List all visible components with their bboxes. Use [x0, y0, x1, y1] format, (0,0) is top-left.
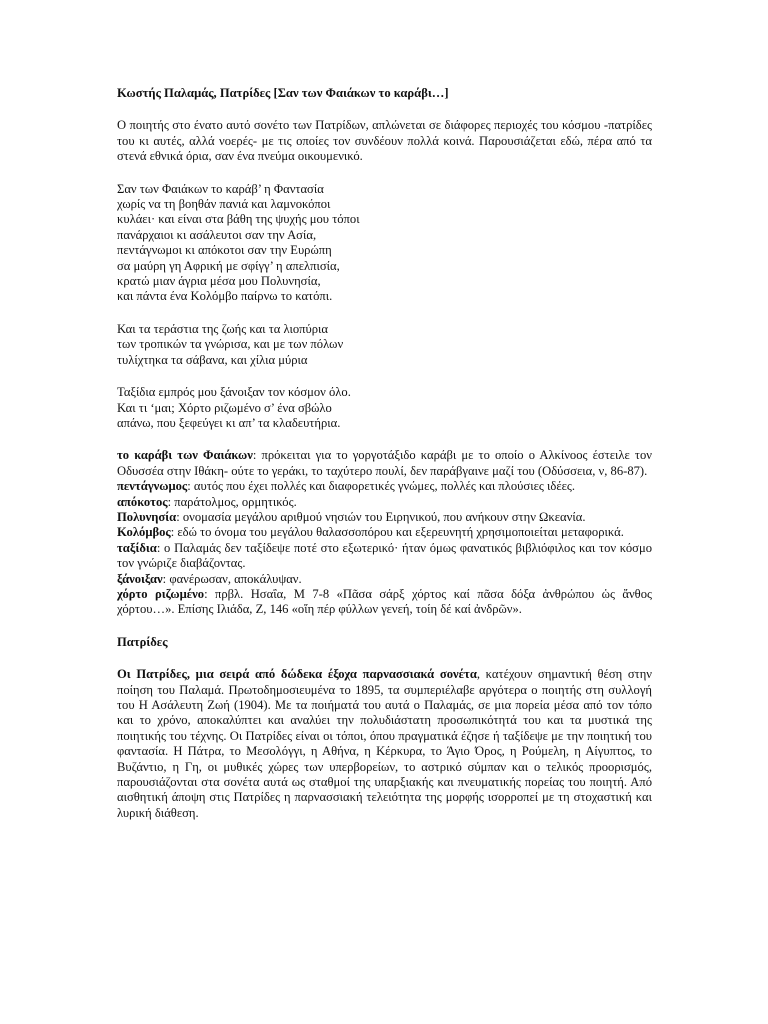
poem-stanza-3 [117, 385, 652, 431]
glossary-term: ξάνοιξαν [117, 571, 163, 586]
poem-stanza-2 [117, 322, 652, 368]
document-title: Κωστής Παλαμάς, Πατρίδες [Σαν των Φαιάκων το καράβι…] [117, 86, 449, 100]
poem-line: χωρίς να τη βοηθάν πανιά και λαμνοκόποι [117, 197, 331, 212]
poem-line: πεντάγνωμοι κι απόκοτοι σαν την Ευρώπη [117, 243, 332, 258]
poem-line: σα μαύρη γη Αφρική με σφίγγ’ η απελπισία, [117, 258, 340, 273]
document-page [117, 86, 652, 821]
glossary-entry [117, 448, 652, 479]
poem-line: κρατώ μιαν άγρια μέσα μου Πολυνησία, [117, 274, 321, 289]
glossary-term: Κολόμβος [117, 525, 171, 540]
poem-line: απάνω, που ξεφεύγει κι απ’ τα κλαδευτήρια. [117, 415, 341, 430]
glossary-definition: : ο Παλαμάς δεν ταξίδεψε ποτέ στο εξωτερικό· ήταν όμως φανατικός βιβλιόφιλος και τον κόσμο τον γνώριζε διαβάζοντας. [117, 540, 652, 571]
glossary-entry [117, 587, 652, 618]
glossary-term: Πολυνησία [117, 509, 177, 524]
glossary-term: πεντάγνωμος [117, 479, 188, 494]
glossary-entry [117, 572, 652, 587]
glossary-definition: : εδώ το όνομα του μεγάλου θαλασσοπόρου και εξερευνητή χρησιμοποιείται μεταφορικά. [170, 525, 624, 540]
poem-line: τυλίχτηκα τα σάβανα, και χίλια μύρια [117, 352, 308, 367]
glossary-definition: : πρβλ. Ησαΐα, Μ 7-8 «Πᾶσα σάρξ χόρτος καί πᾶσα δόξα ἀνθρώπου ὡς ἄνθος χόρτου…». Επίσης Ιλιάδα, Ζ, 146 «οἵη πέρ φύλλων γενεή, τοίη δέ καί ἀνδρῶν». [117, 586, 652, 617]
section-lead: Οι Πατρίδες, μια σειρά από δώδεκα έξοχα παρνασσιακά σονέτα [117, 667, 477, 682]
glossary [117, 448, 652, 617]
glossary-term: το καράβι των Φαιάκων [117, 448, 253, 463]
poem-line: και πάντα ένα Κολόμβο παίρνω το κατόπι. [117, 289, 333, 304]
section-paragraph [117, 667, 652, 821]
poem-line: Σαν των Φαιάκων το καράβ’ η Φαντασία [117, 181, 324, 196]
poem-line: Και τα τεράστια της ζωής και τα λιοπύρια [117, 321, 329, 336]
glossary-term: απόκοτος [117, 494, 168, 509]
poem-stanza-1 [117, 182, 652, 305]
glossary-entry [117, 541, 652, 572]
glossary-term: ταξίδια [117, 540, 157, 555]
intro-paragraph: Ο ποιητής στο ένατο αυτό σονέτο των Πατρίδων, απλώνεται σε διάφορες περιοχές του κόσμου -πατρίδες του κι αυτές, αλλά νοερές- με τις οποίες τον συνδέουν πολλά κοινά. Παρουσιάζεται εδώ, πέρα από τα στενά εθνικά όρια, σαν ένα πνεύμα οικουμενικό. [117, 118, 652, 164]
glossary-entry [117, 495, 652, 510]
glossary-entry [117, 510, 652, 525]
poem-line: πανάρχαιοι κι ασάλευτοι σαν την Ασία, [117, 227, 317, 242]
section-heading: Πατρίδες [117, 634, 168, 649]
glossary-entry [117, 479, 652, 494]
glossary-definition: : πρόκειται για το γοργοτάξιδο καράβι με το οποίο ο Αλκίνοος έστειλε τον Οδυσσέα στην Ιθάκη- ούτε το γεράκι, το ταχύτερο πουλί, δεν παράβγαινε μαζί του (Οδύσσεια, ν, 86-87). [117, 448, 652, 478]
glossary-definition: : αυτός που έχει πολλές και διαφορετικές γνώμες, πολλές και πλούσιες ιδέες. [187, 479, 576, 494]
glossary-definition: : παράτολμος, ορμητικός. [167, 494, 297, 509]
glossary-definition: : φανέρωσαν, αποκάλυψαν. [162, 571, 302, 586]
poem-line: Και τι ‘μαι; Χόρτο ριζωμένο σ’ ένα σβώλο [117, 400, 332, 415]
section-body: , κατέχουν σημαντική θέση στην ποίηση του Παλαμά. Πρωτοδημοσιευμένα το 1895, τα συμπεριέλαβε αργότερα ο ποιητής στη συλλογή του Η Ασάλευτη Ζωή (1904). Με τα ποιήματά του αυτά ο Παλαμάς, σε μια πορεία μέσα από τον τόπο και το χρόνο, αποκαλύπτει και αναλύει την πολυδιάστατη προσωπικότητά του και τα μυστικά της ποιητικής του τέχνης. Οι Πατρίδες είναι οι τόποι, όπου πραγματικά έζησε ή ταξίδεψε με την ποιητική του φαντασία. Η Πάτρα, το Μεσολόγγι, η Αθήνα, η Κέρκυρα, το Άγιο Όρος, η Ρούμελη, η Αίγυπτος, το Βυζάντιο, η Γη, οι μυθικές χώρες των υπερβορείων, το αστρικό σύμπαν και ο τελικός προορισμός, παρουσιάζονται στα σονέτα αυτά ως σταθμοί της υπαρξιακής και πνευματικής πορείας του ποιητή. Από αισθητική άποψη στις Πατρίδες η παρνασσιακή τελειότητα της μορφής ισορροπεί με τη στοχαστική και λυρική διάθεση. [117, 667, 653, 820]
glossary-entry [117, 525, 652, 540]
glossary-definition: : ονομασία μεγάλου αριθμού νησιών του Ειρηνικού, που ανήκουν στην Ωκεανία. [176, 509, 586, 524]
poem-line: των τροπικών τα γνώρισα, και με των πόλων [117, 337, 344, 352]
poem-line: Ταξίδια εμπρός μου ξάνοιξαν τον κόσμον όλο. [117, 385, 351, 400]
glossary-term: χόρτο ριζωμένο [117, 586, 205, 601]
poem-line: κυλάει· και είναι στα βάθη της ψυχής μου τόποι [117, 212, 360, 227]
